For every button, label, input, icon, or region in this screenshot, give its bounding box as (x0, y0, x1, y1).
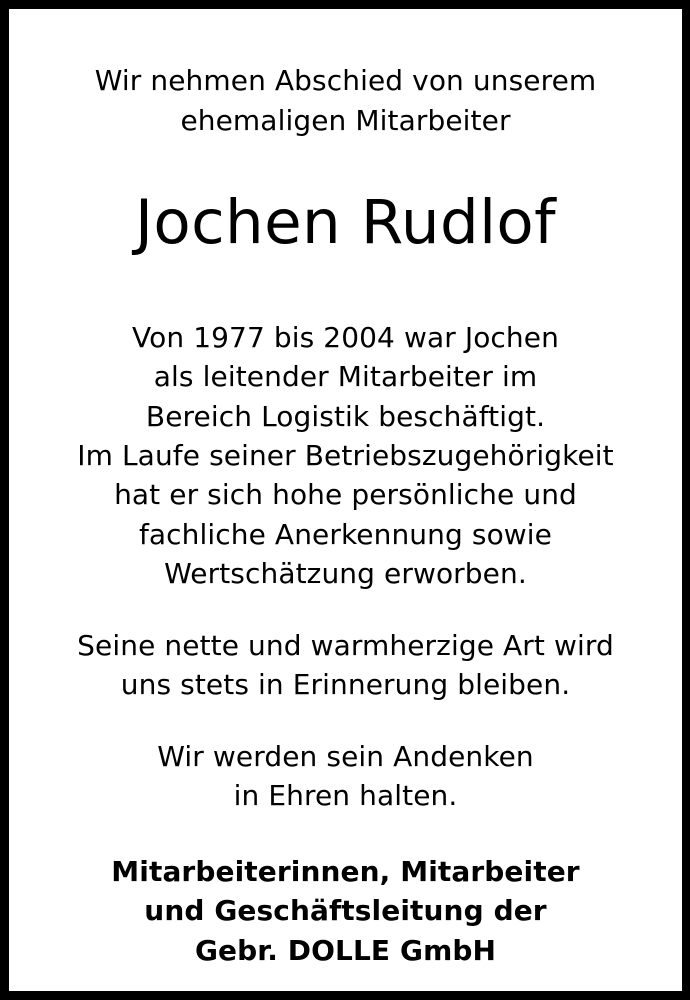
paragraph-line: Von 1977 bis 2004 war Jochen (132, 320, 559, 354)
paragraph-line: Im Laufe seiner Betriebszugehörigkeit (77, 439, 614, 472)
tribute-paragraph-1 (77, 318, 613, 594)
paragraph-line: hat er sich hohe persönliche und (114, 478, 577, 512)
signature-line: Mitarbeiterinnen, Mitarbeiter (111, 854, 580, 888)
intro-text (95, 61, 597, 141)
obituary-card (9, 9, 682, 991)
paragraph-line: Wir werden sein Andenken (157, 739, 534, 773)
paragraph-line: als leitender Mitarbeiter im (153, 360, 538, 394)
deceased-name: Jochen Rudlof (134, 186, 557, 258)
signature-line: Gebr. DOLLE GmbH (194, 933, 497, 967)
intro-line: ehemaligen Mitarbeiter (180, 103, 511, 137)
paragraph-line: fachliche Anerkennung sowie (138, 517, 553, 551)
paragraph-line: uns stets in Erinnerung bleiben. (120, 668, 571, 702)
paragraph-line: Bereich Logistik beschäftigt. (145, 399, 546, 433)
tribute-paragraph-3 (157, 737, 534, 816)
signature-line: und Geschäftsleitung der (144, 894, 547, 928)
paragraph-line: Seine nette und warmherzige Art wird (77, 628, 614, 662)
tribute-paragraph-2 (77, 626, 614, 705)
signature-block (111, 852, 579, 970)
intro-line: Wir nehmen Abschied von unserem (94, 64, 597, 97)
paragraph-line: Wertschätzung erworben. (164, 557, 527, 591)
paragraph-line: in Ehren halten. (233, 779, 458, 813)
